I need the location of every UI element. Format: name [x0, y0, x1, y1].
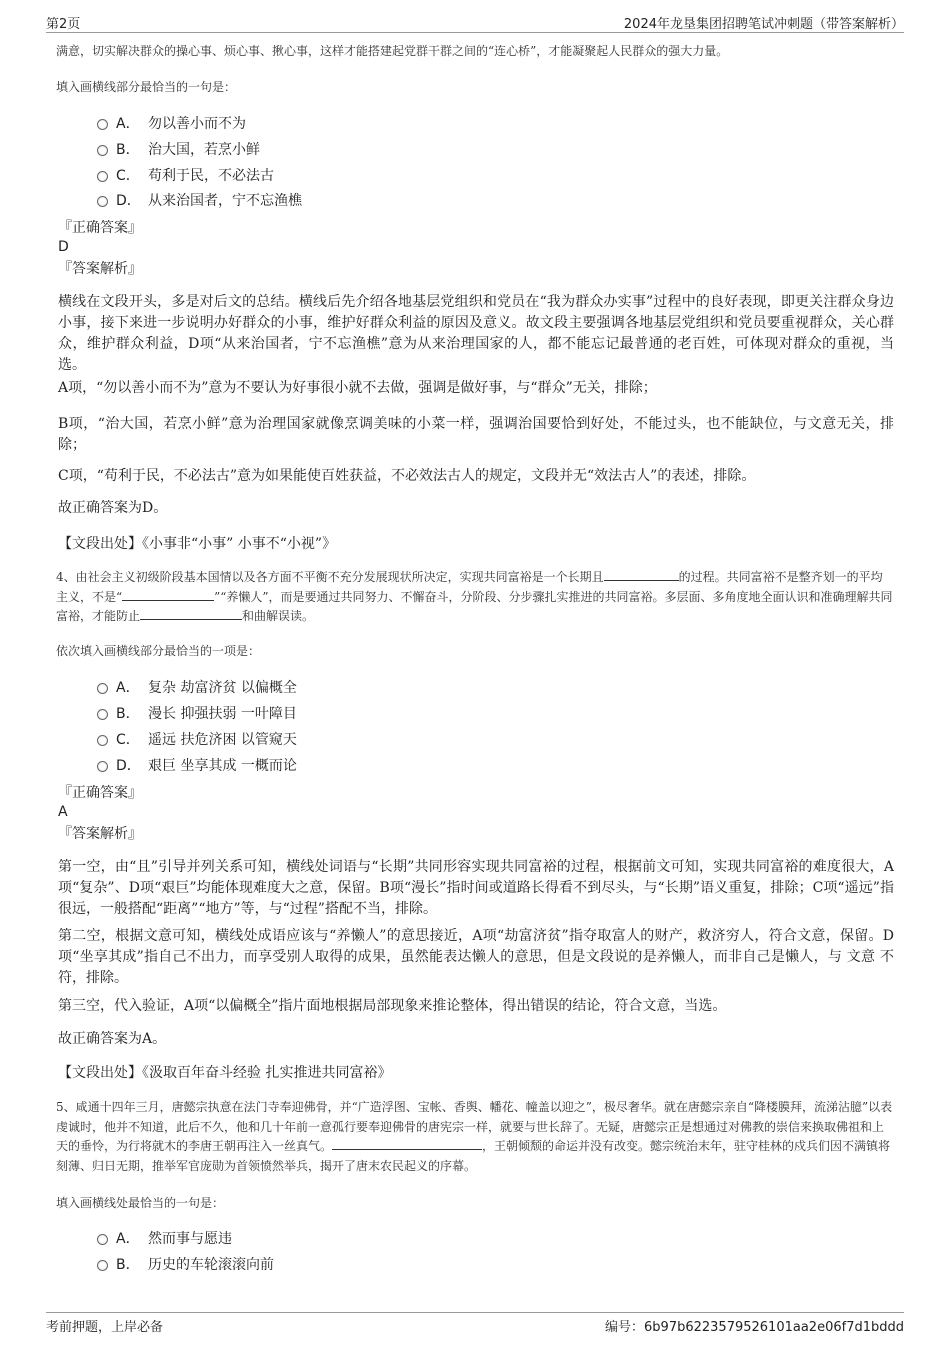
q4-stem: 4、由社会主义初级阶段基本国情以及各方面不平衡不充分发展现状所决定，实现共同富裕是一个长期且 的过程。共同富裕不是整齐划一的平均主义，不是“ ”“养懒人”，而是要通过共同努力、不懈奋斗，分阶段、分步骤扎实推进的共同富裕。多层面、多角度地全面认识和准确理解共同富裕，才能防止 和曲解误读。: [56, 570, 893, 623]
q4-analysis-paragraph: 第三空，代入验证，A项“以偏概全”指片面地根据局部现象来推论整体，得出错误的结论，符合文意，当选。: [58, 998, 727, 1014]
q4-conclusion: 故正确答案为A。: [58, 1031, 167, 1047]
radio-icon[interactable]: [97, 709, 108, 720]
q3-option-c[interactable]: C． 苟利于民，不必法古: [97, 166, 274, 186]
q3-answer: D: [58, 239, 69, 255]
q3-analysis-paragraph: B项，“治大国，若烹小鲜”意为治理国家就像烹调美味的小菜一样，强调治国要恰到好处，不能过头，也不能缺位，与文意无关，排除；: [58, 416, 894, 453]
q3-conclusion: 故正确答案为D。: [58, 500, 168, 516]
q4-analysis-paragraph: 第一空，由“且”引导并列关系可知，横线处词语与“长期”共同形容实现共同富裕的过程，根据前文可知，实现共同富裕的难度很大，A项“复杂”、D项“艰巨”均能体现难度大之意，保留。B项“漫长”指时间或道路长得看不到尽头，与“长期”语义重复，排除；C项“遥远”指很远，一般搭配“距离”“地方”等，与“过程”搭配不当，排除。: [58, 859, 894, 917]
radio-icon[interactable]: [97, 1234, 108, 1245]
radio-icon[interactable]: [97, 119, 108, 130]
q3-option-a[interactable]: A． 勿以善小而不为: [97, 114, 246, 134]
radio-icon[interactable]: [97, 735, 108, 746]
q3-answer-label: 『正确答案』: [58, 220, 142, 236]
q3-analysis-label: 『答案解析』: [58, 261, 142, 277]
radio-icon[interactable]: [97, 196, 108, 207]
q5-stem: 5、咸通十四年三月，唐懿宗执意在法门寺奉迎佛骨，并“广造浮图、宝帐、香舆、幡花、幢盖以迎之”，极尽奢华。就在唐懿宗亲自“降楼膜拜，流涕沾臆”以表虔诚时，他并不知道，此后不久，他和几十年前一意孤行要奉迎佛骨的唐宪宗一样，就要与世长辞了。无疑，唐懿宗正是想通过对佛教的崇信来换取佛祖和上天的垂怜，为行将就木的李唐王朝再注入一丝真气。 ，王朝倾颓的命运并没有改变。懿宗统治末年，驻守桂林的戍兵们因不满镇将刻薄、归日无期，推举军官庞勋为首领愤然举兵，揭开了唐末农民起义的序幕。: [56, 1100, 893, 1173]
radio-icon[interactable]: [97, 1260, 108, 1271]
q5-option-a[interactable]: A． 然而事与愿违: [97, 1229, 232, 1249]
q3-prompt: 填入画横线部分最恰当的一句是：: [56, 80, 237, 94]
radio-icon[interactable]: [97, 145, 108, 156]
blank-line: [332, 1137, 482, 1150]
q5-prompt: 填入画横线处最恰当的一句是：: [56, 1196, 225, 1210]
blank-line: [140, 607, 242, 620]
footer-slogan: 考前押题，上岸必备: [46, 1320, 164, 1335]
page-number: 第2页: [46, 17, 81, 32]
q3-analysis-paragraph: 横线在文段开头，多是对后文的总结。横线后先介绍各地基层党组织和党员在“我为群众办实事”过程中的良好表现，即更关注群众身边小事，接下来进一步说明办好群众的小事，维护好群众利益的原因及意义。故文段主要强调各地基层党组织和党员要重视群众，关心群众，维护群众利益，D项“从来治国者，宁不忘渔樵”意为从来治理国家的人，都不能忘记最普通的老百姓，可体现对群众的重视，当选。: [58, 294, 894, 373]
q3-source: 【文段出处】《小事非“小事” 小事不“小视”》: [58, 536, 337, 552]
blank-line: [122, 588, 214, 601]
q4-analysis-label: 『答案解析』: [58, 826, 142, 842]
q3-analysis-paragraph: A项，“勿以善小而不为”意为不要认为好事很小就不去做，强调是做好事，与“群众”无关，排除；: [58, 380, 657, 396]
q3-analysis-paragraph: C项，“苟利于民，不必法古”意为如果能使百姓获益，不必效法古人的规定，文段并无“效法古人”的表述，排除。: [58, 468, 756, 484]
q3-option-b[interactable]: B． 治大国，若烹小鲜: [97, 140, 260, 160]
document-code: 编号：6b97b6223579526101aa2e06f7d1bddd: [605, 1320, 904, 1335]
radio-icon[interactable]: [97, 171, 108, 182]
radio-icon[interactable]: [97, 761, 108, 772]
page-header: [46, 10, 904, 33]
q4-option-a[interactable]: A． 复杂 劫富济贫 以偏概全: [97, 678, 297, 698]
q5-option-b[interactable]: B． 历史的车轮滚滚向前: [97, 1255, 274, 1275]
q4-analysis-paragraph: 第二空，根据文意可知，横线处成语应该与“养懒人”的意思接近，A项“劫富济贫”指夺取富人的财产，救济穷人，符合文意，保留。D项“坐享其成”指自己不出力，而享受别人取得的成果，虽然能表达懒人的意思，但是文段说的是养懒人，而非自己是懒人，与 文意 不符，排除。: [58, 928, 894, 986]
q4-prompt: 依次填入画横线部分最恰当的一项是：: [56, 644, 261, 658]
q4-answer: A: [58, 804, 68, 820]
q4-option-c[interactable]: C． 遥远 扶危济困 以管窥天: [97, 730, 297, 750]
q3-stem-tail: 满意，切实解决群众的操心事、烦心事、揪心事，这样才能搭建起党群干群之间的“连心桥”，才能凝聚起人民群众的强大力量。: [56, 44, 729, 58]
document-title: 2024年龙垦集团招聘笔试冲刺题（带答案解析）: [623, 17, 904, 32]
blank-line: [604, 568, 679, 581]
q3-option-d[interactable]: D． 从来治国者，宁不忘渔樵: [97, 191, 302, 211]
page-footer: [46, 1312, 904, 1335]
q4-option-d[interactable]: D． 艰巨 坐享其成 一概而论: [97, 756, 297, 776]
radio-icon[interactable]: [97, 683, 108, 694]
q4-source: 【文段出处】《汲取百年奋斗经验 扎实推进共同富裕》: [58, 1065, 392, 1081]
q4-answer-label: 『正确答案』: [58, 785, 142, 801]
q4-option-b[interactable]: B． 漫长 抑强扶弱 一叶障目: [97, 704, 297, 724]
